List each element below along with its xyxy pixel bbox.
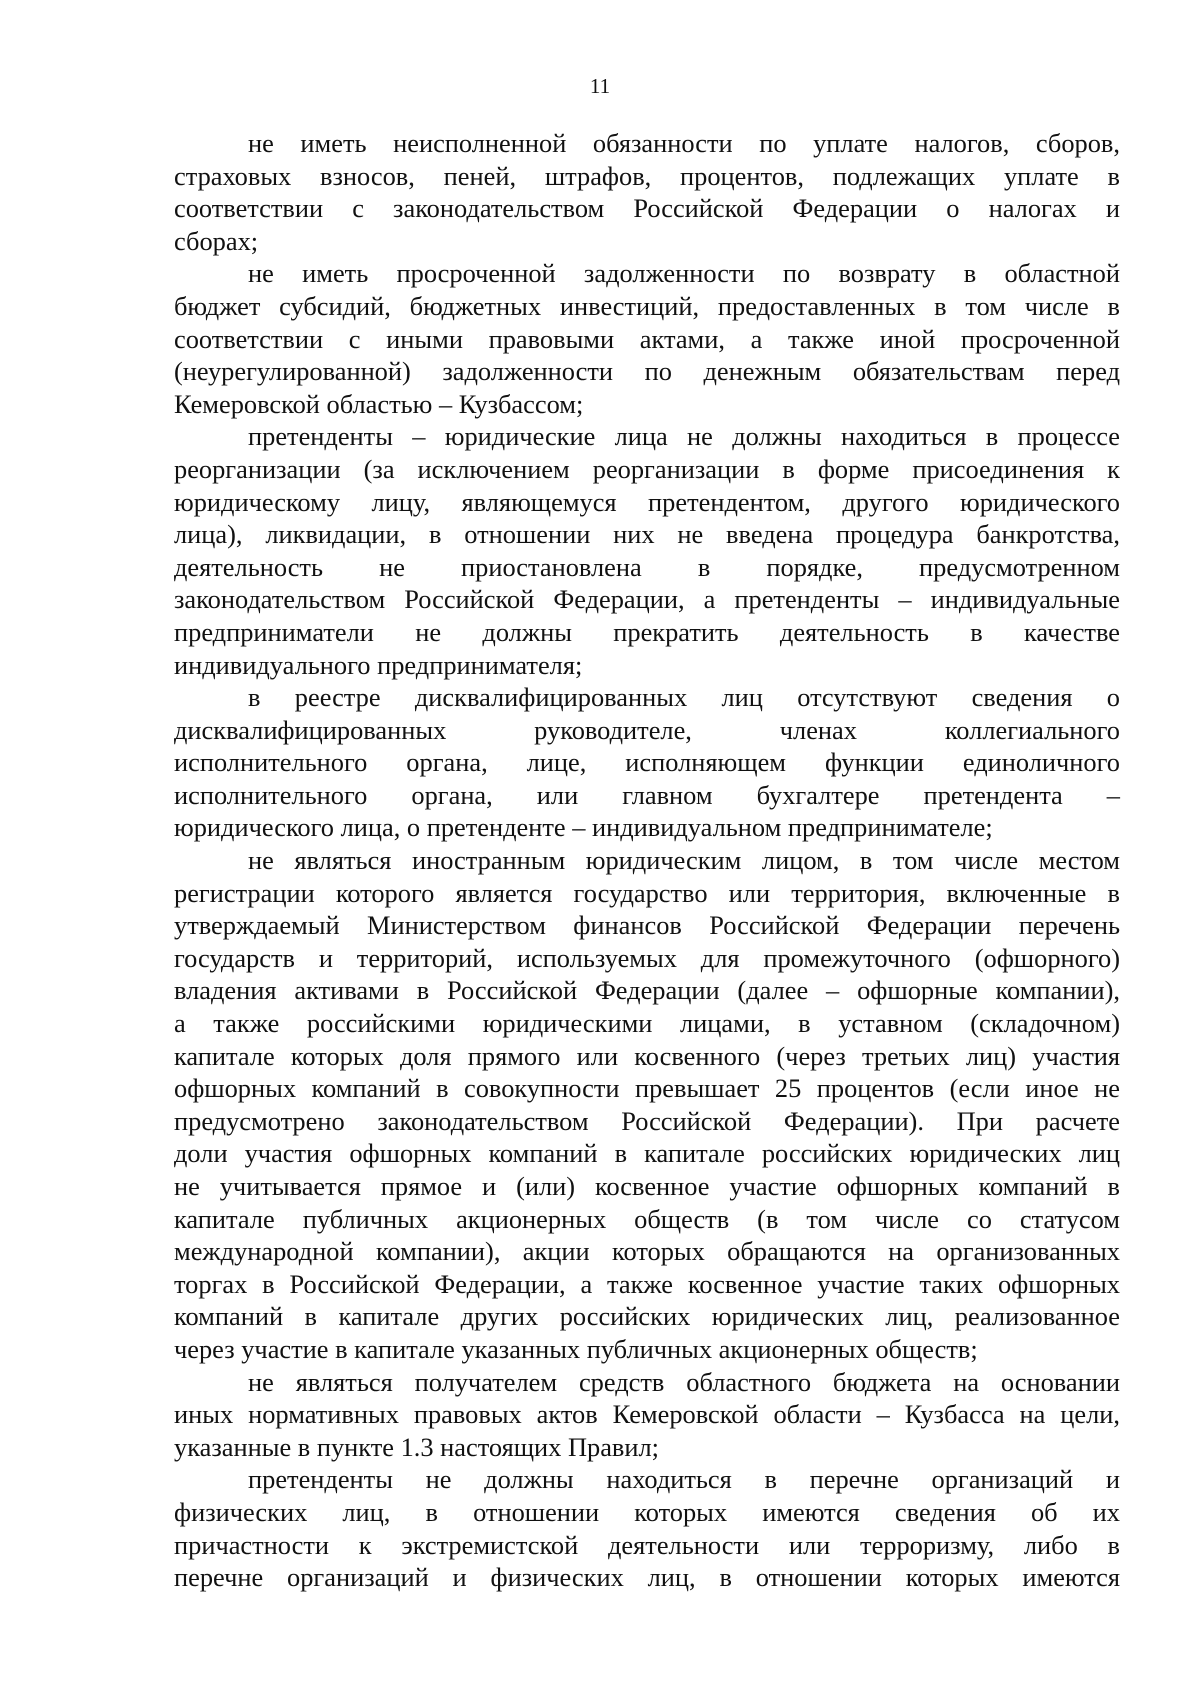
text-line: перечне организаций и физических лиц, в отношении которых имеются <box>174 1562 1120 1593</box>
text-line: а также российскими юридическими лицами, в уставном (складочном) <box>174 1008 1120 1039</box>
text-line: государств и территорий, используемых для промежуточного (офшорного) <box>174 942 1120 973</box>
text-line: соответствии с иными правовыми актами, а также иной просроченной <box>174 323 1120 354</box>
text-line: регистрации которого является государство или территория, включенные в <box>174 877 1120 908</box>
text-line: исполнительного органа, или главном бухгалтере претендента – <box>174 779 1120 810</box>
text-line: причастности к экстремистской деятельности или терроризму, либо в <box>174 1529 1120 1560</box>
text-line: не иметь просроченной задолженности по возврату в областной <box>248 258 1120 289</box>
text-line: торгах в Российской Федерации, а также косвенное участие таких офшорных <box>174 1268 1120 1299</box>
text-line: предусмотрено законодательством Российской Федерации). При расчете <box>174 1105 1120 1136</box>
page-number: 11 <box>589 74 611 98</box>
text-line: юридического лица, о претенденте – индивидуальном предпринимателе; <box>174 812 993 843</box>
text-line: не являться получателем средств областного бюджета на основании <box>248 1366 1120 1397</box>
text-line: претенденты – юридические лица не должны находиться в процессе <box>248 421 1120 452</box>
text-line: индивидуального предпринимателя; <box>174 649 583 680</box>
text-line: физических лиц, в отношении которых имеются сведения об их <box>174 1496 1120 1527</box>
text-line: в реестре дисквалифицированных лиц отсутствуют сведения о <box>248 682 1120 713</box>
text-line: капитале публичных акционерных обществ (в том числе со статусом <box>174 1203 1120 1234</box>
text-line: реорганизации (за исключением реорганизации в форме присоединения к <box>174 453 1120 484</box>
paragraph-extremism-list <box>174 1463 1120 1593</box>
text-line: законодательством Российской Федерации, а претенденты – индивидуальные <box>174 584 1120 615</box>
text-line: владения активами в Российской Федерации (далее – офшорные компании), <box>174 975 1120 1006</box>
text-line: сборах; <box>174 225 259 256</box>
text-line: не иметь неисполненной обязанности по уплате налогов, сборов, <box>248 128 1120 158</box>
text-line: через участие в капитале указанных публичных акционерных обществ; <box>174 1333 978 1364</box>
text-line: не являться иностранным юридическим лицом, в том числе местом <box>248 845 1120 876</box>
text-line: бюджет субсидий, бюджетных инвестиций, предоставленных в том числе в <box>174 290 1120 321</box>
text-line: соответствии с законодательством Российской Федерации о налогах и <box>174 193 1120 224</box>
text-line: капитале которых доля прямого или косвенного (через третьих лиц) участия <box>174 1040 1120 1071</box>
text-line: Кемеровской областью – Кузбассом; <box>174 388 584 419</box>
paragraph-reorganization <box>174 420 1120 681</box>
text-line: указанные в пункте 1.3 настоящих Правил; <box>174 1431 660 1462</box>
text-line: не учитывается прямое и (или) косвенное участие офшорных компаний в <box>174 1171 1120 1201</box>
text-line: международной компании), акции которых обращаются на организованных <box>174 1236 1120 1267</box>
text-line: предприниматели не должны прекратить деятельность в качестве <box>174 616 1120 647</box>
document-body <box>174 127 1120 1594</box>
paragraph-overdue-debt <box>174 257 1120 420</box>
paragraph-tax-debt <box>174 127 1120 257</box>
paragraph-foreign-entity <box>174 844 1120 1366</box>
paragraph-disqualified-registry <box>174 681 1120 844</box>
text-line: иных нормативных правовых актов Кемеровской области – Кузбасса на цели, <box>174 1399 1120 1430</box>
text-line: претенденты не должны находиться в перечне организаций и <box>248 1464 1120 1495</box>
text-line: доли участия офшорных компаний в капитале российских юридических лиц <box>174 1138 1120 1169</box>
text-line: исполнительного органа, лице, исполняющем функции единоличного <box>174 747 1120 778</box>
text-line: компаний в капитале других российских юридических лиц, реализованное <box>174 1301 1120 1332</box>
text-line: дисквалифицированных руководителе, членах коллегиального <box>174 714 1120 745</box>
text-line: утверждаемый Министерством финансов Российской Федерации перечень <box>174 910 1120 941</box>
paragraph-budget-recipient <box>174 1366 1120 1464</box>
text-line: деятельность не приостановлена в порядке, предусмотренном <box>174 551 1120 582</box>
text-line: юридическому лицу, являющемуся претендентом, другого юридического <box>174 486 1120 517</box>
text-line: (неурегулированной) задолженности по денежным обязательствам перед <box>174 356 1120 387</box>
text-line: лица), ликвидации, в отношении них не введена процедура банкротства, <box>174 519 1120 550</box>
text-line: офшорных компаний в совокупности превышает 25 процентов (если иное не <box>174 1073 1120 1104</box>
text-line: страховых взносов, пеней, штрафов, процентов, подлежащих уплате в <box>174 160 1120 191</box>
